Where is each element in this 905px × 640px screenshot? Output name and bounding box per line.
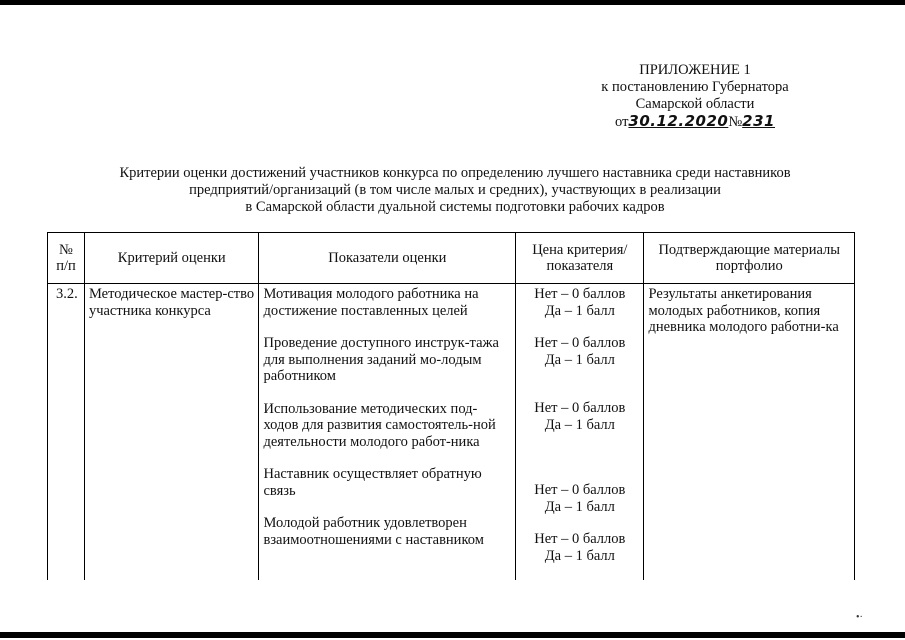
indicator-item: Наставник осуществляет обратную связь [263,466,482,499]
indicator-item: Проведение доступного инструк-тажа для выполнения заданий мо-лодым работником [263,335,499,384]
header-confirm: Подтверждающие материалы портфолио [644,233,855,284]
header-num: № п/п [48,233,85,284]
criteria-table [47,232,855,580]
appendix-date-line [560,113,830,131]
row-prices [516,284,644,581]
appendix-label: ПРИЛОЖЕНИЕ 1 [639,62,751,78]
title-line-1: Критерии оценки достижений участников конкурса по определению лучшего наставника среди наставников [119,165,791,181]
header-indicators: Показатели оценки [259,233,516,284]
price-no: Нет – 0 баллов [534,286,626,302]
row-num: 3.2. [48,284,85,581]
handwritten-date: 30.12.2020 [628,112,729,130]
price-item [520,531,639,564]
appendix-header [560,62,830,131]
handwritten-number: 231 [742,112,775,130]
price-no: Нет – 0 баллов [534,531,626,547]
price-yes: Да – 1 балл [544,547,615,564]
header-price: Цена критерия/ показателя [516,233,644,284]
price-yes: Да – 1 балл [544,302,615,319]
number-prefix: № [728,114,743,130]
scan-speck: •· [856,612,863,623]
title-line-3: в Самарской области дуальной системы подготовки рабочих кадров [245,199,665,215]
indicator-item: Использование методических под-ходов для развития самостоятель-ной деятельности молодого работ-ника [263,400,496,450]
table-header-row [48,233,855,284]
row-criterion: Методическое мастер-ство участника конкурса [84,284,259,581]
price-yes: Да – 1 балл [544,351,615,368]
indicator-item: Молодой работник удовлетворен взаимоотношениями с наставником [263,515,484,548]
price-no: Нет – 0 баллов [534,482,626,498]
price-item [520,286,639,319]
row-confirm: Результаты анкетирования молодых работников, копия дневника молодого работни-ка [644,284,855,581]
price-yes: Да – 1 балл [544,416,615,433]
top-border-rule [0,0,905,5]
header-criterion: Критерий оценки [84,233,259,284]
table-row [48,284,855,581]
bottom-border-rule [0,632,905,638]
price-no: Нет – 0 баллов [534,335,626,351]
price-item [520,482,639,515]
appendix-region: Самарской области [635,96,755,112]
price-no: Нет – 0 баллов [534,400,626,416]
price-item [520,400,639,466]
date-prefix: от [615,114,629,130]
document-title [60,165,850,216]
price-yes: Да – 1 балл [544,498,615,515]
indicator-item: Мотивация молодого работника на достижение поставленных целей [263,286,479,319]
title-line-2: предприятий/организаций (в том числе малых и средних), участвующих в реализации [189,182,721,198]
appendix-resolution: к постановлению Губернатора [601,79,789,95]
row-indicators [259,284,516,581]
price-item [520,335,639,384]
